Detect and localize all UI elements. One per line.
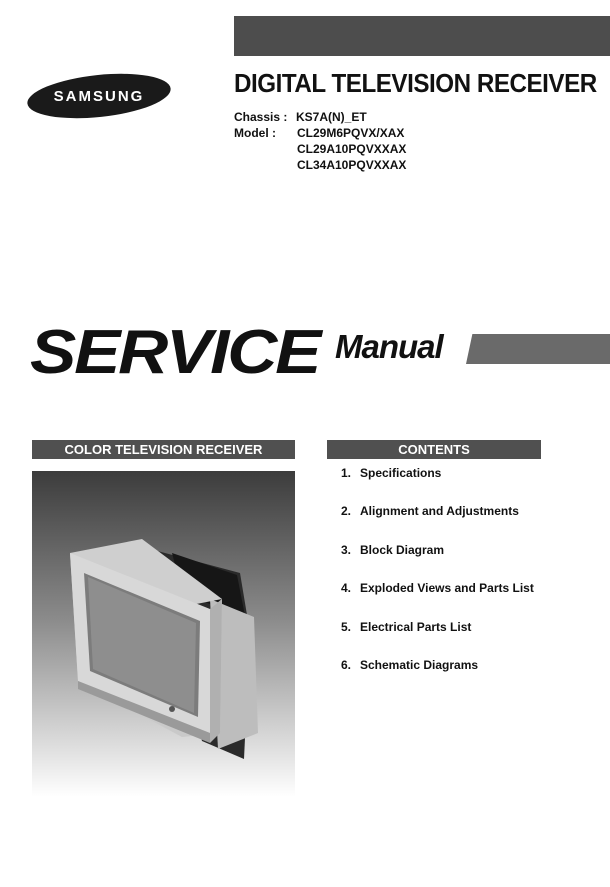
model-label: Model : (234, 126, 276, 140)
tv-photo (32, 471, 295, 797)
chassis-value: KS7A(N)_ET (296, 110, 367, 124)
chassis-label: Chassis : (234, 110, 288, 124)
left-panel-heading: COLOR TELEVISION RECEIVER (32, 440, 295, 459)
model-number: CL34A10PQVXXAX (297, 158, 407, 172)
contents-heading: CONTENTS (327, 440, 541, 459)
samsung-logo (26, 72, 172, 120)
logo-text: SAMSUNG (53, 87, 145, 105)
manual-wordmark: Manual (335, 328, 443, 365)
service-wordmark: SERVICE (30, 318, 320, 387)
crt-television-icon (32, 471, 295, 797)
manual-decorative-bar (466, 334, 610, 364)
chassis-line (234, 110, 367, 124)
document-title: DIGITAL TELEVISION RECEIVER (234, 68, 597, 98)
model-number: CL29A10PQVXXAX (297, 142, 407, 156)
model-number: CL29M6PQVX/XAX (297, 126, 405, 140)
top-decorative-bar (234, 16, 610, 56)
